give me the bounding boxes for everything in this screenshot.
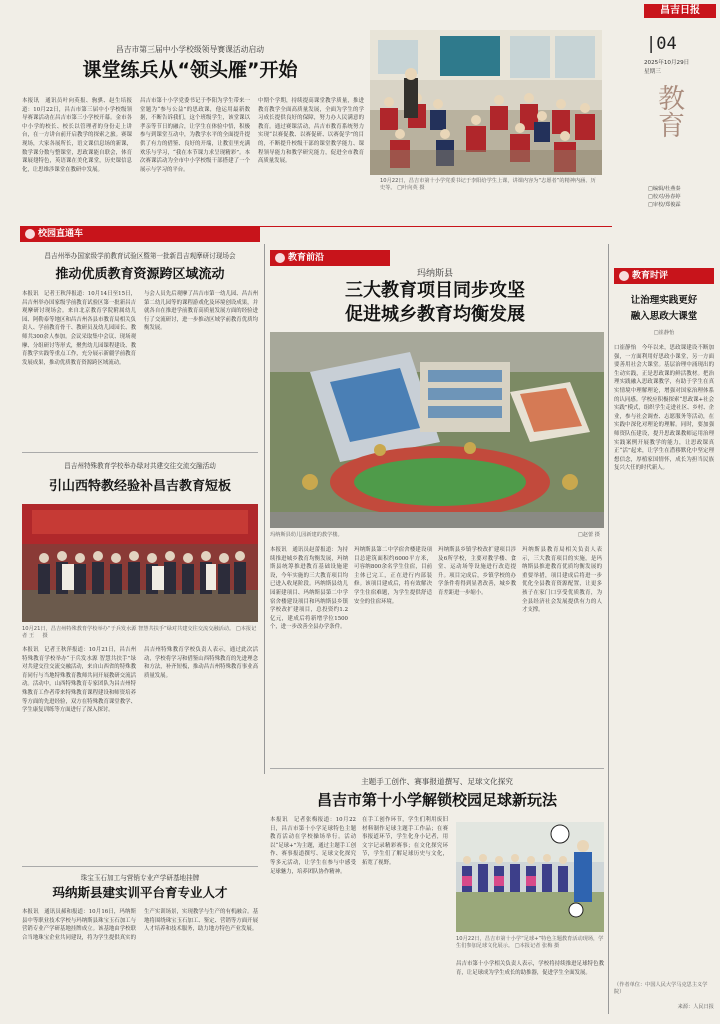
story3-headline: 玛纳斯县建实训平台育专业人才 [52,885,228,900]
editor-line: □审校/郑俊霖 [648,202,681,208]
kindergarten-caption: 玛纳斯县幼儿园新建的教学楼。 [270,532,343,538]
story1-body2: 与会人员先后观摩了昌吉市第一幼儿园、昌吉州第二幼儿园等的课程游戏化及环境创设成果，并就各自在推进学前教育高质量发展方面的经验进行了交流研讨，进一步推动区域学前教育优质均衡发展。 [144,291,258,332]
section-bar-frontier: 教育前沿 [270,250,390,266]
page-number: |04 [646,34,677,54]
football-photo [456,822,604,932]
center-body-col1: 本报讯 通讯员赵蕾报道：为持续推进城乡教育均衡发展，玛纳斯县统筹推进教育基础设施建设，今年实施的三大教育项目均已进入收尾阶段。玛纳斯县幼儿园新建项目、玛纳斯县第二中学宿舍楼建设项目和玛纳斯县乡镇学校改扩建项目，总投资约1.2亿元，建成后将新增学位1500个，进一步改善全县办学条件。 [270,547,348,631]
top-story-col2: 昌吉市第十小学党委书记于李阳为学生带来一堂题为“参与公益”的思政课，他运用最新数据，不断告诉我们，这个班级学生，该堂课以孝亲等节日的融合，让学生在体验中悟，积极参与到课堂互动中，为教学水平的全面提升提供了有力的借鉴、良好的开端，让教室里充满欢乐与学习，“我在本节课力求呈现精彩”。本次赛课活动为全市中小学校级干部搭建了一个展示与学习的平台。 [140,98,250,173]
commentary-headline-1: 让治理实践更好 [630,295,698,306]
editor-list [648,185,714,209]
top-story-headline: 课堂练兵从“领头雁”开始 [82,59,298,81]
story2-kicker: 昌吉州特殊教育学校举办绿对共建交往交流交融活动 [64,462,216,470]
issue-weekday: 星期三 [644,69,661,75]
story3-kicker: 珠宝玉石加工与营销专业产学研基地挂牌 [80,874,200,882]
commentary-body: 口崔静怡 今年以来，思政课建设不断加强，一方面利用好思政小课堂，另一方面要善用社会大课堂。基层治理中涌现出的生动实践，正是思政课的鲜活教材。把治理实践融入思政课教学，有助于学生在真实情境中理解理论，增强对国家治理体系的认同感。学校应积极探索“思政课+社会实践”模式，组织学生走进社区、乡村、企业，参与社会调查、志愿服务等活动，在实践中深化对理论的理解。同时，要加强师资队伍建设，提升思政课教师运用治理实践案例开展教学的能力，让思政课真正“活”起来，让学生在潜移默化中坚定理想信念，厚植家国情怀，成长为担当民族复兴大任的时代新人。 [614,345,714,472]
center-kicker: 玛纳斯县 [416,269,453,279]
top-story-col1: 本报讯 通讯员叶向英报、驹骐、赵生培报道：10月22日，昌吉市第三届中小学校级领导赛课活动在昌吉市第三小学校开幕。金市各中小学的校长、校长以管理者的身份走上讲台，在一方讲台前开启教学的探索之旅。赛课现场，大家各展所长，语文课信息场的新课，数学课分数与整课堂，思政课能自联会，体育课展翅特色，英语课在美化课堂，历史课信息化，让思维涉课堂在教研中发展。 [22,98,132,173]
football-caption: 10月22日，昌吉市第十小学“足球+”特色主题教育活动现场，学生们参加足球文化展示。 □本报记者 张梅 摄 [456,936,604,949]
left-divider-1 [22,452,258,453]
special-education-caption: 10月21日，昌吉州特殊教育学校举办“于兵发水源 智慧共扶手”绿对共建交往交流交融活动。 □本报记者 王 摄 [22,626,257,639]
story1-body: 本报讯 记者王秋萍报道：10月14日至15日，昌吉州举办国家级学前教育试验区第一批新昌吉观摩研讨现场会。来自北京教育学院附属幼儿园、阿勒泰等地区和昌吉州各县市教育局相关负责人、学前教育骨干、教研员及幼儿园园长、教师共300余人参加。会议采取集中会议、现场观摩、分组研讨等形式，聚焦幼儿园课程建设、教育教学实践等重点工作，充分展示新疆学前教育发展成果，推动优质教育资源跨区域流动。 [22,291,136,366]
center-body-col2: 玛纳斯县第二中学宿舍楼建设项目总建筑面积约6000平方米，可容纳800余名学生住宿，目前主体已完工，正在进行内部装修。该项目建成后，将有效解决学生住宿难题，为学生提供舒适安全的住宿环境。 [354,547,432,605]
commentary-credit: 来源：人民日报 [677,1004,714,1010]
center-headline-1: 三大教育项目同步攻坚 [345,280,525,301]
top-story-kicker: 昌吉市第三届中小学校级领导赛课活动启动 [115,45,265,54]
classroom-illustration [370,30,602,175]
story3-body: 本报讯 通讯员郝和报道：10月16日，玛纳斯县中等职业技术学校与玛纳斯县珠宝玉石加工与营销专业产学研基地挂牌成立。该基地由学校联合当地珠宝企业共同建设，将为学生提供真实的生产实训场景，实现教学与生产的有机融合。基地将围绕珠宝玉石加工、鉴定、营销等方面开展人才培养和技术服务，助力地方特色产业发展。 [22,909,258,941]
football-illustration [456,822,604,932]
story1-kicker: 昌吉州举办国家级学前教育试验区暨第一批新昌吉观摩研讨现场会 [44,252,236,260]
left-column-rule [264,244,265,774]
center-headline-2: 促进城乡教育均衡发展 [345,304,525,325]
top-story-col3: 中期个学期，持续提高课堂教学质量，推进教育教学全面高质量发展，全面为学生的学习成长提供良好的保障，努力办人民满意的教育。通过赛课活动，昌吉市教育系统努力实现“以赛促教、以赛促研、以赛促学”的目的，不断提升校级干部的课堂教学能力、课程领导能力和教学研究能力，促进全市教育高质量发展。 [258,98,364,165]
special-education-photo [22,504,258,622]
story2-body: 本报讯 记者王秋萍报道：10月21日，昌吉州特殊教育学校举办“于兵发水源 智慧共扶手”绿对共建交往交流交融活动，来自山西省的特殊教育同行与当地特殊教育教师共同开展教研交流活动。活动中，山西特殊教育专家团队为昌吉州特殊教育工作者带来特殊教育课程建设和师资培养等方面的先进经验，双方在特殊教育课堂教学、学生康复训练等方面进行了深入探讨。 [22,647,136,714]
classroom-photo [370,30,602,175]
editor-line: □编辑/杜燕秦 [648,186,681,192]
bottom-body-col1: 本报讯 记者张梅报道：10月22日，昌吉市第十小学足球特色主题教育活动在学校操场举行。活动以“足球+”为主题，通过主题手工创作、赛事报道撰写、足球文化探究等多元活动，让学生在参与中感受足球魅力，培养团队协作精神。 [270,817,356,875]
story2-headline: 引山西特教经验补昌吉教育短板 [48,479,231,494]
classroom-photo-caption: 10月22日，昌吉市第十小学党委书记于李阳给学生上课，讲课内容为“志愿者”的精神内涵、历史等。 □叶向英 摄 [380,178,596,191]
bottom-headline: 昌吉市第十小学解锁校园足球新玩法 [316,791,557,809]
editor-line: □校对/孙春婷 [648,194,681,200]
story1-headline: 推动优质教育资源跨区域流动 [55,267,225,282]
commentary-author: □崔静怡 [653,330,675,336]
commentary-source: （作者单位：中国人民大学马克思主义学院） [614,982,708,995]
bottom-body-col2: 在手工创作环节，学生们利用废旧材料制作足球主题手工作品；在赛事报道环节，学生化身小记者，用文字记录精彩赛事；在文化探究环节，学生们了解足球历史与文化，拓宽了视野。 [362,817,448,866]
bottom-divider [270,768,604,769]
issue-date: 2025年10月29日 [644,60,690,66]
center-body-col3: 玛纳斯县乡镇学校改扩建项目涉及6所学校，主要对教学楼、食堂、运动场等设施进行改造提升。项目完成后，乡镇学校的办学条件将得到显著改善，城乡教育差距进一步缩小。 [438,547,516,596]
section-title: 教育 [653,84,684,138]
paper-name: 昌吉日报 [644,4,716,18]
bottom-body-col4: 昌吉市第十小学相关负责人表示，学校将持续推进足球特色教育，让足球成为学生成长的助推器，促进学生全面发展。 [456,961,604,976]
center-body-col4: 玛纳斯县教育局相关负责人表示，三大教育项目的实施，是玛纳斯县推进教育优质均衡发展的重要举措，项目建成后将进一步优化全县教育资源配置，让更多孩子在家门口享受优质教育，为全县经济社会发展提供有力的人才支撑。 [522,547,602,614]
story2-body2: 昌吉州特殊教育学校负责人表示，通过此次活动，学校将学习和借鉴山西特殊教育的先进理念和方法，补齐短板，推动昌吉州特殊教育事业高质量发展。 [144,647,258,679]
commentary-headline-2: 融入思政大课堂 [630,311,698,322]
section-bar-campus: 校园直通车 [20,226,260,242]
group-photo-illustration [22,504,258,622]
right-column-rule [608,244,609,1014]
kindergarten-photo [270,332,604,528]
section-bar-commentary: 教育时评 [614,268,714,284]
bottom-kicker: 主题手工创作、赛事报道撰写、足球文化探究 [361,777,513,786]
campus-aerial-illustration [270,332,604,528]
kindergarten-credit: □赵蕾 摄 [577,532,600,538]
page-number-value: 04 [656,34,677,54]
left-divider-2 [22,866,258,867]
